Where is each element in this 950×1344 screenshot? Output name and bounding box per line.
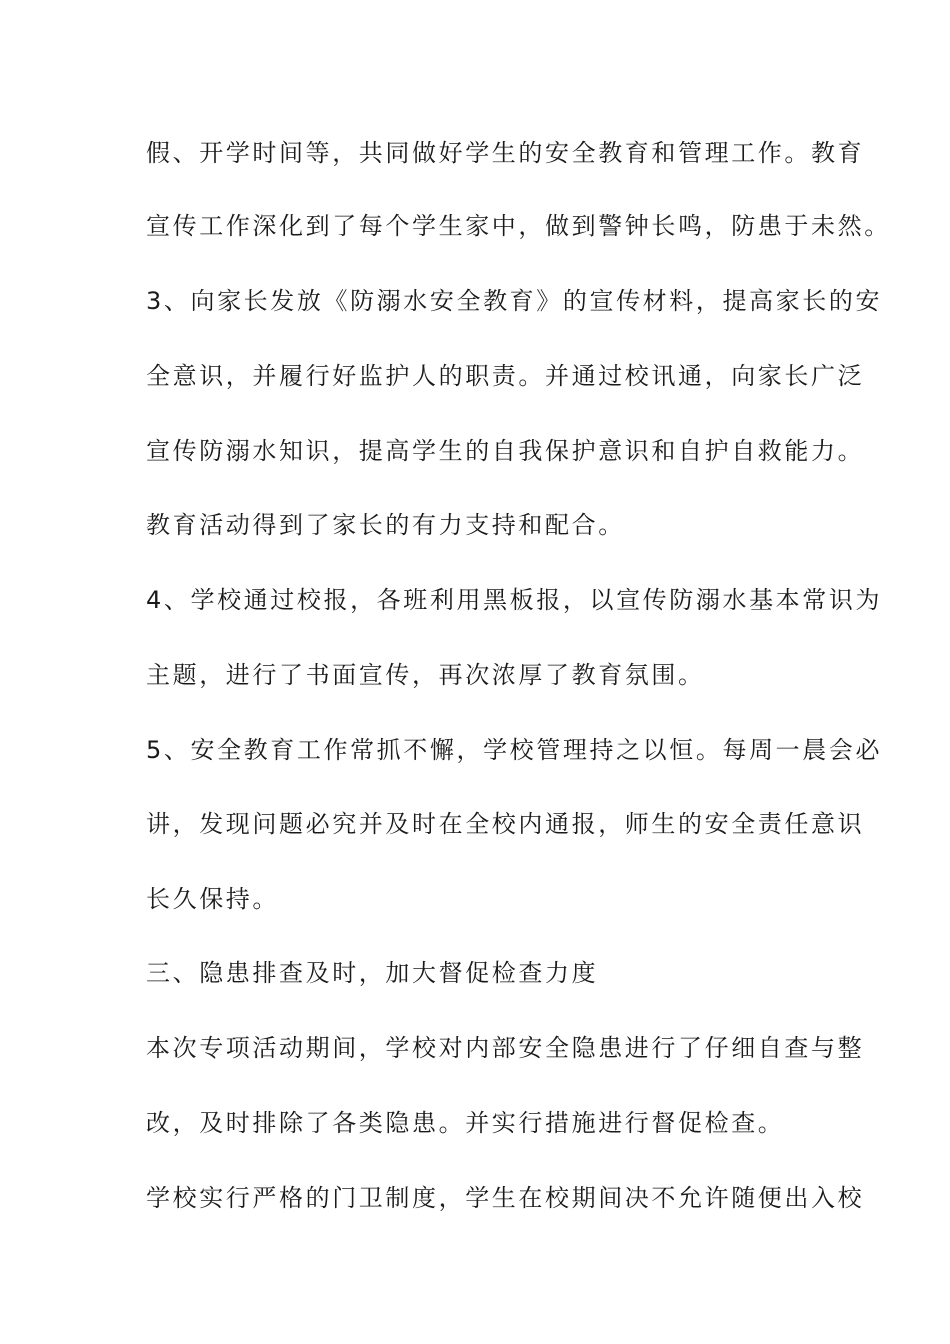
text-line: 3、向家长发放《防溺水安全教育》的宣传材料，提高家长的安 — [146, 287, 883, 315]
text-line: 宣传防溺水知识，提高学生的自我保护意识和自护自救能力。 — [146, 437, 865, 465]
text-line: 教育活动得到了家长的有力支持和配合。 — [146, 511, 625, 539]
text-line: 5、安全教育工作常抓不懈，学校管理持之以恒。每周一晨会必 — [146, 736, 883, 764]
text-line: 学校实行严格的门卫制度，学生在校期间决不允许随便出入校 — [146, 1184, 865, 1212]
text-line: 讲，发现问题必究并及时在全校内通报，师生的安全责任意识 — [146, 810, 865, 838]
text-line: 长久保持。 — [146, 885, 279, 913]
text-line: 全意识，并履行好监护人的职责。并通过校讯通，向家长广泛 — [146, 362, 865, 390]
text-line: 假、开学时间等，共同做好学生的安全教育和管理工作。教育 — [146, 139, 865, 167]
text-line: 改，及时排除了各类隐患。并实行措施进行督促检查。 — [146, 1109, 785, 1137]
text-line: 本次专项活动期间，学校对内部安全隐患进行了仔细自查与整 — [146, 1034, 865, 1062]
text-line: 主题，进行了书面宣传，再次浓厚了教育氛围。 — [146, 661, 705, 689]
text-line: 宣传工作深化到了每个学生家中，做到警钟长鸣，防患于未然。 — [146, 212, 891, 240]
section-heading: 三、隐患排查及时，加大督促检查力度 — [146, 959, 599, 987]
text-line: 4、学校通过校报，各班利用黑板报，以宣传防溺水基本常识为 — [146, 586, 883, 614]
